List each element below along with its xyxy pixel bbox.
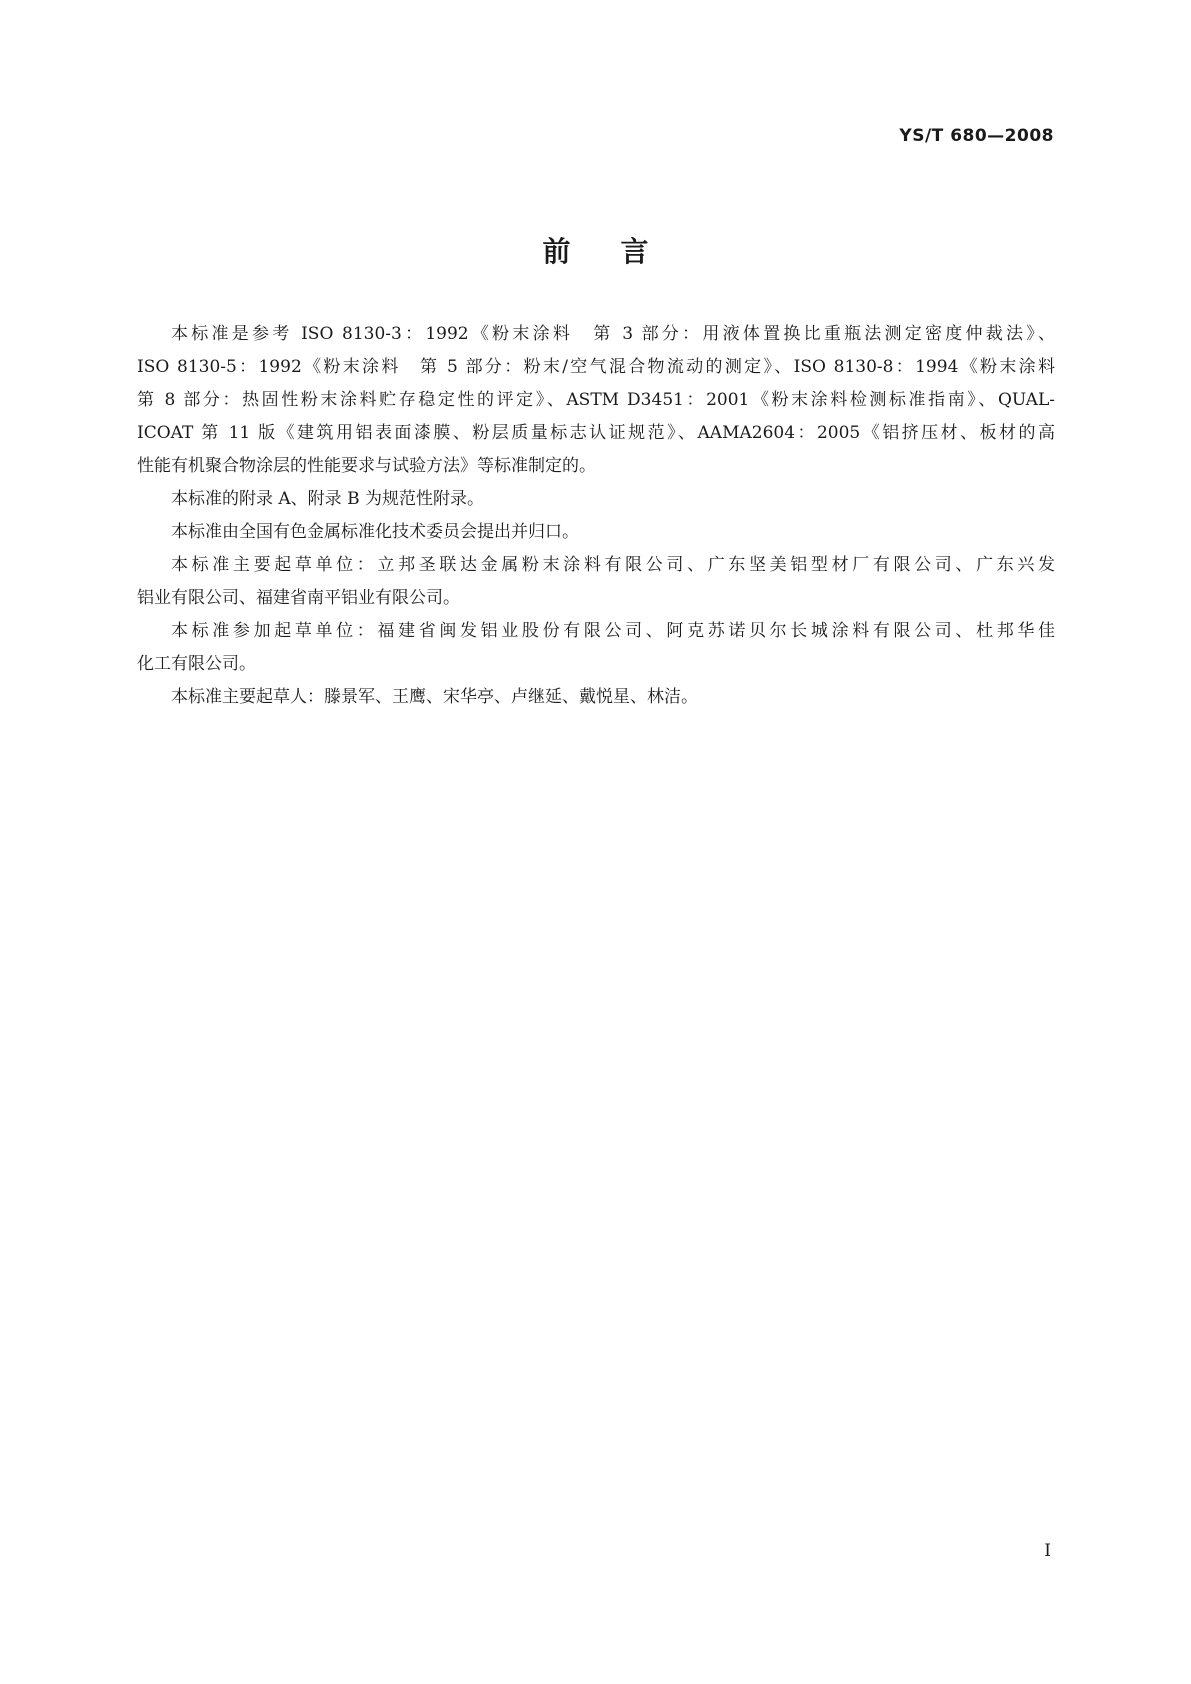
standard-number: YS/T 680—2008 — [899, 126, 1054, 146]
text-line: ICOAT 第 11 版《建筑用铝表面漆膜、粉层质量标志认证规范》、AAMA2604：2005《铝挤压材、板材的高 — [137, 423, 1055, 443]
paragraph-participating-units — [137, 615, 1055, 681]
text-line: 本标准由全国有色金属标准化技术委员会提出并归口。 — [171, 522, 579, 542]
paragraph-appendices — [137, 483, 1055, 516]
text-line: 本标准主要起草单位：立邦圣联达金属粉末涂料有限公司、广东坚美铝型材厂有限公司、广东兴发 — [171, 555, 1055, 575]
text-line: 本标准是参考 ISO 8130-3：1992《粉末涂料 第 3 部分：用液体置换比重瓶法测定密度仲裁法》、 — [171, 324, 1055, 344]
paragraph-drafters — [137, 681, 1055, 714]
text-line: 本标准的附录 A、附录 B 为规范性附录。 — [171, 489, 484, 509]
document-body — [137, 318, 1055, 714]
text-line: 本标准参加起草单位：福建省闽发铝业股份有限公司、阿克苏诺贝尔长城涂料有限公司、杜邦华佳 — [171, 621, 1055, 641]
page-number: I — [1044, 1541, 1051, 1561]
text-line: 性能有机聚合物涂层的性能要求与试验方法》等标准制定的。 — [137, 456, 596, 476]
text-line: 铝业有限公司、福建省南平铝业有限公司。 — [137, 588, 460, 608]
page-title: 前言 — [542, 235, 699, 268]
text-line: 第 8 部分：热固性粉末涂料贮存稳定性的评定》、ASTM D3451：2001《粉末涂料检测标准指南》、QUAL- — [137, 390, 1055, 410]
paragraph-main-drafting-units — [137, 549, 1055, 615]
text-line: 本标准主要起草人：滕景军、王鹰、宋华亭、卢继延、戴悦星、林洁。 — [171, 687, 698, 707]
text-line: ISO 8130-5：1992《粉末涂料 第 5 部分：粉末/空气混合物流动的测定》、ISO 8130-8：1994《粉末涂料 — [137, 357, 1055, 377]
paragraph-committee — [137, 516, 1055, 549]
text-line: 化工有限公司。 — [137, 654, 256, 674]
paragraph-references — [137, 318, 1055, 483]
